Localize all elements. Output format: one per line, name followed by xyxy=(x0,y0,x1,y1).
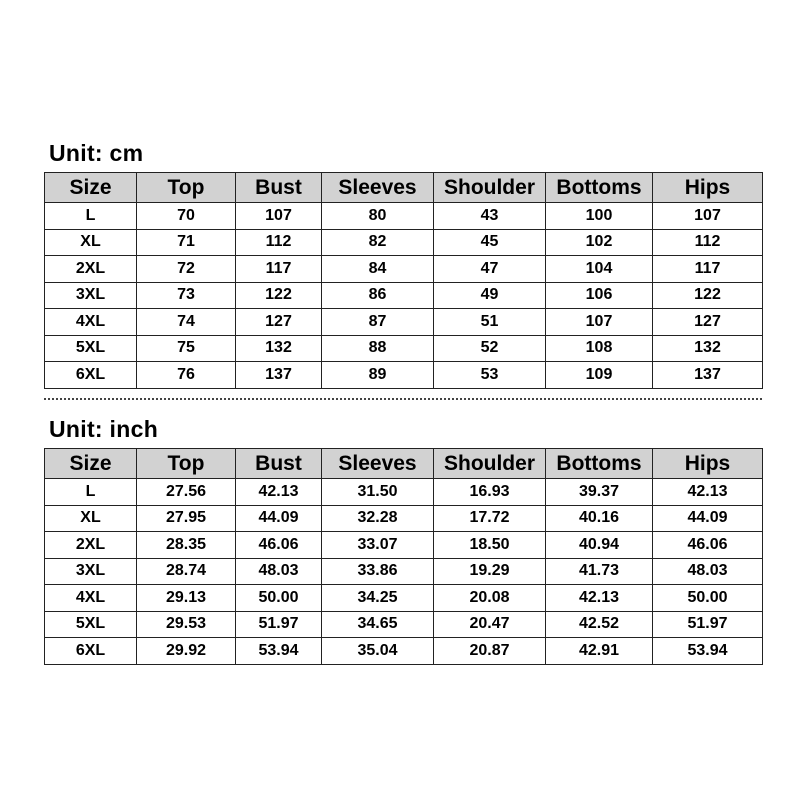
table-row xyxy=(45,479,763,506)
table-row xyxy=(45,585,763,612)
table-cell: 49 xyxy=(434,282,546,309)
table-cell: 117 xyxy=(236,256,322,283)
table-cell: 4XL xyxy=(45,309,137,336)
column-header-bust: Bust xyxy=(236,173,322,203)
table-cell: 50.00 xyxy=(236,585,322,612)
column-header-top: Top xyxy=(137,449,236,479)
column-header-hips: Hips xyxy=(653,449,763,479)
table-cell: 46.06 xyxy=(236,532,322,559)
table-cell: 132 xyxy=(236,335,322,362)
table-cell: 102 xyxy=(546,229,653,256)
size-chart-table-inch xyxy=(44,448,763,665)
table-cell: 5XL xyxy=(45,611,137,638)
table-cell: 89 xyxy=(322,362,434,389)
table-row xyxy=(45,229,763,256)
table-cell: 46.06 xyxy=(653,532,763,559)
table-cell: 42.13 xyxy=(546,585,653,612)
table-cell: 137 xyxy=(653,362,763,389)
table-cell: 104 xyxy=(546,256,653,283)
table-cell: 29.92 xyxy=(137,638,236,665)
table-cell: 53.94 xyxy=(236,638,322,665)
table-cell: 29.53 xyxy=(137,611,236,638)
section-divider xyxy=(44,398,762,400)
table-cell: 73 xyxy=(137,282,236,309)
table-cell: XL xyxy=(45,229,137,256)
table-cell: 39.37 xyxy=(546,479,653,506)
table-cell: 41.73 xyxy=(546,558,653,585)
table-cell: 40.94 xyxy=(546,532,653,559)
table-row xyxy=(45,256,763,283)
table-row xyxy=(45,203,763,230)
table-cell: 112 xyxy=(236,229,322,256)
table-row xyxy=(45,638,763,665)
table-cell: 20.87 xyxy=(434,638,546,665)
table-cell: 34.25 xyxy=(322,585,434,612)
column-header-hips: Hips xyxy=(653,173,763,203)
table-cell: 74 xyxy=(137,309,236,336)
table-cell: 43 xyxy=(434,203,546,230)
table-cell: 19.29 xyxy=(434,558,546,585)
column-header-bust: Bust xyxy=(236,449,322,479)
table-cell: 127 xyxy=(236,309,322,336)
table-cell: 42.13 xyxy=(236,479,322,506)
column-header-sleeves: Sleeves xyxy=(322,173,434,203)
table-cell: 34.65 xyxy=(322,611,434,638)
column-header-bottoms: Bottoms xyxy=(546,173,653,203)
unit-cm-title: Unit: cm xyxy=(49,140,144,166)
table-cell: 28.74 xyxy=(137,558,236,585)
table-cell: L xyxy=(45,203,137,230)
table-cell: 33.86 xyxy=(322,558,434,585)
column-header-top: Top xyxy=(137,173,236,203)
table-cell: 132 xyxy=(653,335,763,362)
column-header-bottoms: Bottoms xyxy=(546,449,653,479)
table-cell: 4XL xyxy=(45,585,137,612)
table-cell: 80 xyxy=(322,203,434,230)
table-row xyxy=(45,335,763,362)
table-row xyxy=(45,558,763,585)
table-cell: 75 xyxy=(137,335,236,362)
table-cell: 87 xyxy=(322,309,434,336)
table-cell: 20.08 xyxy=(434,585,546,612)
table-cell: 40.16 xyxy=(546,505,653,532)
table-cell: 109 xyxy=(546,362,653,389)
table-cell: 28.35 xyxy=(137,532,236,559)
table-cell: 2XL xyxy=(45,532,137,559)
table-cell: 137 xyxy=(236,362,322,389)
table-cell: 6XL xyxy=(45,638,137,665)
table-cell: 72 xyxy=(137,256,236,283)
table-cell: L xyxy=(45,479,137,506)
table-cell: 50.00 xyxy=(653,585,763,612)
table-cell: 107 xyxy=(653,203,763,230)
table-cell: 42.13 xyxy=(653,479,763,506)
table-cell: 45 xyxy=(434,229,546,256)
table-cell: 17.72 xyxy=(434,505,546,532)
column-header-shoulder: Shoulder xyxy=(434,173,546,203)
table-cell: 20.47 xyxy=(434,611,546,638)
table-cell: 27.56 xyxy=(137,479,236,506)
table-cell: 122 xyxy=(236,282,322,309)
table-cell: 53 xyxy=(434,362,546,389)
column-header-size: Size xyxy=(45,173,137,203)
table-cell: 35.04 xyxy=(322,638,434,665)
table-cell: XL xyxy=(45,505,137,532)
table-cell: 52 xyxy=(434,335,546,362)
table-cell: 51 xyxy=(434,309,546,336)
table-cell: 76 xyxy=(137,362,236,389)
table-cell: 86 xyxy=(322,282,434,309)
unit-inch-title: Unit: inch xyxy=(49,416,159,442)
column-header-shoulder: Shoulder xyxy=(434,449,546,479)
table-cell: 117 xyxy=(653,256,763,283)
table-cell: 48.03 xyxy=(653,558,763,585)
table-cell: 44.09 xyxy=(653,505,763,532)
table-cell: 48.03 xyxy=(236,558,322,585)
table-cell: 106 xyxy=(546,282,653,309)
table-cell: 42.91 xyxy=(546,638,653,665)
table-cell: 108 xyxy=(546,335,653,362)
table-cell: 51.97 xyxy=(653,611,763,638)
table-cell: 42.52 xyxy=(546,611,653,638)
table-cell: 47 xyxy=(434,256,546,283)
size-chart-table-cm xyxy=(44,172,763,389)
table-cell: 3XL xyxy=(45,282,137,309)
table-cell: 84 xyxy=(322,256,434,283)
table-cell: 44.09 xyxy=(236,505,322,532)
table-cell: 100 xyxy=(546,203,653,230)
column-header-sleeves: Sleeves xyxy=(322,449,434,479)
table-cell: 31.50 xyxy=(322,479,434,506)
table-cell: 122 xyxy=(653,282,763,309)
table-cell: 6XL xyxy=(45,362,137,389)
table-row xyxy=(45,362,763,389)
table-cell: 70 xyxy=(137,203,236,230)
table-row xyxy=(45,611,763,638)
table-cell: 3XL xyxy=(45,558,137,585)
table-cell: 5XL xyxy=(45,335,137,362)
table-cell: 127 xyxy=(653,309,763,336)
table-cell: 16.93 xyxy=(434,479,546,506)
table-header-row xyxy=(45,449,763,479)
table-cell: 18.50 xyxy=(434,532,546,559)
table-row xyxy=(45,309,763,336)
table-header-row xyxy=(45,173,763,203)
table-cell: 32.28 xyxy=(322,505,434,532)
table-cell: 107 xyxy=(546,309,653,336)
table-cell: 2XL xyxy=(45,256,137,283)
table-cell: 71 xyxy=(137,229,236,256)
table-cell: 51.97 xyxy=(236,611,322,638)
column-header-size: Size xyxy=(45,449,137,479)
table-cell: 88 xyxy=(322,335,434,362)
table-row xyxy=(45,282,763,309)
table-cell: 53.94 xyxy=(653,638,763,665)
table-cell: 112 xyxy=(653,229,763,256)
table-cell: 29.13 xyxy=(137,585,236,612)
table-cell: 107 xyxy=(236,203,322,230)
table-cell: 27.95 xyxy=(137,505,236,532)
table-row xyxy=(45,532,763,559)
table-row xyxy=(45,505,763,532)
table-cell: 82 xyxy=(322,229,434,256)
table-cell: 33.07 xyxy=(322,532,434,559)
